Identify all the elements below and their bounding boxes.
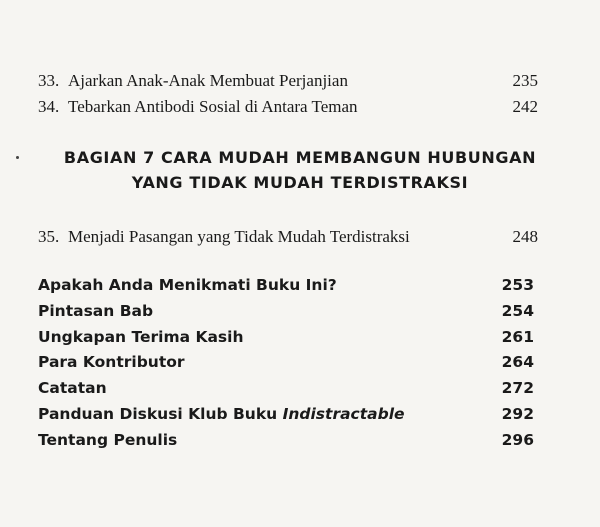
entry-label (38, 227, 410, 247)
entry-page-number: 292 (501, 405, 534, 423)
entry-label (38, 97, 358, 117)
entry-page-number: 253 (501, 276, 534, 294)
entry-page-number: 261 (501, 328, 534, 346)
entry-title: Catatan (38, 379, 107, 397)
toc-entry-33 (38, 71, 538, 91)
entry-page-number: 235 (512, 71, 538, 90)
back-matter-entry (38, 327, 534, 347)
back-matter-entry (38, 404, 534, 424)
entry-page-number: 254 (501, 302, 534, 320)
back-matter-entry (38, 352, 534, 372)
entry-title: Apakah Anda Menikmati Buku Ini? (38, 276, 337, 294)
entry-title: Ajarkan Anak-Anak Membuat Perjanjian (68, 71, 348, 90)
entry-number: 33. (38, 71, 60, 90)
book-title-italic: Indistractable (282, 405, 405, 423)
entry-page-number: 272 (501, 379, 534, 397)
back-matter-entry (38, 275, 534, 295)
entry-title-text: Panduan Diskusi Klub Buku (38, 405, 283, 423)
back-matter-entry (38, 430, 534, 450)
entry-page-number: 242 (512, 97, 538, 116)
print-speck (16, 156, 19, 159)
entry-number: 34. (38, 97, 60, 116)
entry-number: 35. (38, 227, 60, 246)
part-7-heading-line-2: YANG TIDAK MUDAH TERDISTRAKSI (131, 173, 469, 192)
entry-page-number: 248 (512, 227, 538, 246)
entry-page-number: 264 (501, 353, 534, 371)
part-7-heading-line-1: BAGIAN 7 CARA MUDAH MEMBANGUN HUBUNGAN (63, 148, 537, 167)
entry-title: Tebarkan Antibodi Sosial di Antara Teman (68, 97, 358, 116)
entry-title: Ungkapan Terima Kasih (38, 328, 244, 346)
entry-page-number: 296 (501, 431, 534, 449)
entry-title: Tentang Penulis (38, 431, 178, 449)
entry-title: Para Kontributor (38, 353, 185, 371)
entry-title: Pintasan Bab (38, 302, 154, 320)
entry-title: Menjadi Pasangan yang Tidak Mudah Terdistraksi (68, 227, 410, 246)
toc-entry-34 (38, 97, 538, 117)
back-matter-entry (38, 301, 534, 321)
toc-entry-35 (38, 227, 538, 247)
entry-label (38, 71, 348, 91)
entry-title (38, 404, 405, 424)
back-matter-entry (38, 378, 534, 398)
